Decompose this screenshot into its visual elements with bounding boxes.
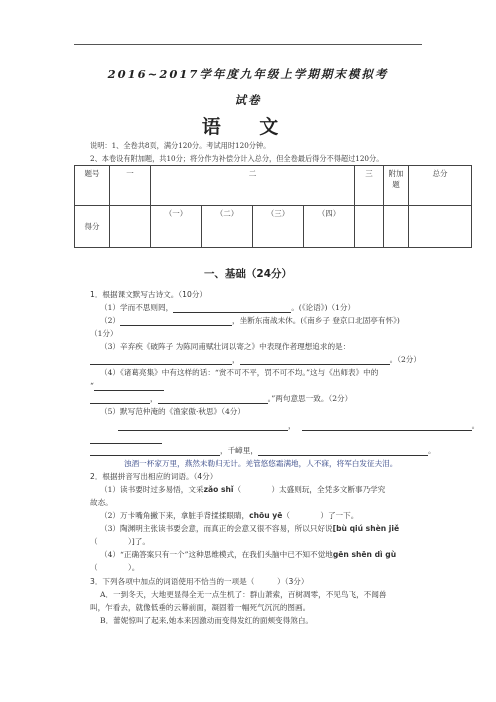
question-1-item-5: （5）默写范仲淹的《渔家傲·秋思》（4分） — [100, 407, 245, 416]
question-1-item-3: （3）辛弃疾《破阵子 为陈同甫赋壮词以寄之》中表现作者理想追求的是： — [100, 342, 351, 351]
header-cell-part-two: 二 — [151, 166, 355, 206]
q1-4-quote: “ — [90, 381, 94, 390]
question-3-stem: 3．下列各项中加点的词语使用不恰当的一项是（ ）（3分） — [90, 577, 309, 586]
header-cell-part-three: 三 — [355, 166, 384, 206]
answer-blank[interactable] — [258, 447, 428, 456]
question-2-item-2 — [100, 511, 358, 521]
poem-period-2: 。 — [427, 446, 436, 455]
score-cell-sub-2: （二） — [202, 206, 253, 248]
header-rule — [74, 44, 422, 45]
pinyin-3: [bù qiú shèn jiě — [332, 524, 400, 533]
question-2-stem: 2．根据拼音写出相应的词语。（4分） — [90, 472, 218, 481]
exam-title-continued: 试卷 — [234, 93, 262, 107]
answer-blank[interactable] — [94, 382, 164, 391]
answer-blank[interactable] — [90, 356, 232, 365]
q1-1-suffix: 。(《论语》)（1分） — [291, 303, 356, 312]
poem-line-3 — [90, 446, 436, 456]
pinyin-4: gēn shēn dì gù — [332, 550, 397, 559]
q2-4-prefix: （4）“正确答案只有一个”这种思维模式，在我们头脑中已不知不觉地 — [100, 550, 333, 559]
question-2-item-1-cont: 故态。 — [90, 498, 113, 507]
question-2-item-3 — [100, 524, 399, 534]
answer-blank[interactable] — [90, 447, 220, 456]
question-1-item-4: （4）《诸葛亮集》中有这样的话：“赏不可不平，罚不可不均。”这与《出师表》中的 — [100, 368, 379, 377]
option-a-line-1: A．一到冬天，大地更显得全无一点生机了：群山萧索，百树凋零，不见鸟飞，不闻兽 — [100, 590, 387, 599]
poem-comma-1: ， — [288, 421, 296, 430]
score-cell-part-one — [110, 206, 151, 248]
question-1-item-3-blanks — [90, 355, 421, 365]
score-cell-bonus — [384, 206, 409, 248]
answer-blank[interactable] — [302, 422, 472, 431]
score-row-label: 得分 — [75, 206, 110, 248]
answer-blank[interactable] — [90, 435, 162, 444]
header-cell-question-number: 题号 — [75, 166, 110, 206]
instructions-line-2: 2、本卷设有附加题，共10分；将分作为补偿分计入总分，但全卷最后得分不得超过120分。 — [90, 154, 384, 163]
score-cell-total — [409, 206, 472, 248]
answer-blank[interactable] — [118, 422, 288, 431]
score-cell-sub-1: （一） — [151, 206, 202, 248]
header-cell-total: 总分 — [409, 166, 472, 206]
q1-4-comma: ， — [150, 394, 158, 403]
q2-2-suffix: （ ）了一下。 — [282, 511, 359, 520]
poem-line-1 — [118, 421, 479, 431]
exam-title: 2016~2017学年度九年级上学期期末模拟考 — [107, 67, 389, 81]
q1-1-prefix: （1）学而不思则罔， — [100, 303, 174, 312]
q1-2-score: （1分） — [90, 329, 118, 338]
answer-blank[interactable] — [240, 356, 390, 365]
header-cell-bonus: 附加题 — [384, 166, 409, 206]
q1-2-suffix: ，坐断东南战未休。(《南乡子 登京口北固亭有怀》) — [232, 316, 400, 325]
q2-3-prefix: （3）陶渊明主张读书要会意，而真正的会意又很不容易，所以只好说 — [100, 524, 333, 533]
question-1-item-4-open — [90, 381, 164, 391]
answer-blank[interactable] — [90, 395, 150, 404]
question-2-item-1 — [100, 485, 385, 495]
pinyin-2: chōu yē — [249, 511, 283, 520]
question-2-item-3-cont: （ ）]了。 — [90, 537, 150, 546]
score-cell-part-three — [355, 206, 384, 248]
q2-2-prefix: （2）万卡嘴角撇下来，拿脏手背揉揉眼睛， — [100, 511, 250, 520]
option-a-line-2: 叫，乍看去，就像低垂的云幕前面，凝固着一幅死气沉沉的图画。 — [90, 603, 311, 612]
q1-4-end: 。”两句意思一致。（2分） — [267, 394, 353, 403]
pinyin-1: zǎo shǐ — [203, 485, 234, 494]
question-1-stem: 1．根据课文默写古诗文。（10分） — [90, 290, 208, 299]
header-cell-part-one: 一 — [110, 166, 151, 206]
poem-line-2 — [90, 434, 162, 444]
answer-blank[interactable] — [173, 304, 291, 313]
score-cell-sub-3: （三） — [253, 206, 304, 248]
q1-2-prefix: （2） — [100, 316, 121, 325]
q1-3-comma: ， — [232, 355, 240, 364]
question-1-item-4-blanks — [90, 394, 352, 404]
q1-3-score: 。（2分） — [389, 355, 421, 364]
question-1-item-2 — [100, 316, 400, 326]
poem-period-1: 。 — [471, 421, 480, 430]
question-1-item-1 — [100, 303, 355, 313]
answer-blank[interactable] — [158, 395, 268, 404]
score-cell-sub-4: （四） — [304, 206, 355, 248]
answer-blank[interactable] — [120, 317, 232, 326]
question-2-item-4 — [100, 550, 396, 560]
option-b-line-1: B．蕾妮惊叫了起来,她本来因激动而变得发红的面颊变得煞白。 — [100, 616, 314, 625]
poem-mid: ，千嶂里， — [220, 446, 258, 455]
subject-title: 语 文 — [201, 116, 295, 138]
poem-given-lines: 浊酒一杯家万里，燕然未勒归无计。羌管悠悠霜满地，人不寐，将军白发征夫泪。 — [124, 459, 398, 468]
q2-1-prefix: （1）读书要时过多易悟，文采 — [100, 485, 204, 494]
instructions-line-1: 说明：1、全卷共8页，满分120分。考试用时120分钟。 — [90, 141, 271, 150]
section-heading-basics: 一、基础（24分） — [203, 268, 293, 280]
score-table — [74, 165, 472, 248]
question-2-item-4-cont: （ ）。 — [90, 563, 140, 572]
q2-1-suffix: （ ）太盛则玩，全凭多文断事乃学究 — [233, 485, 386, 494]
